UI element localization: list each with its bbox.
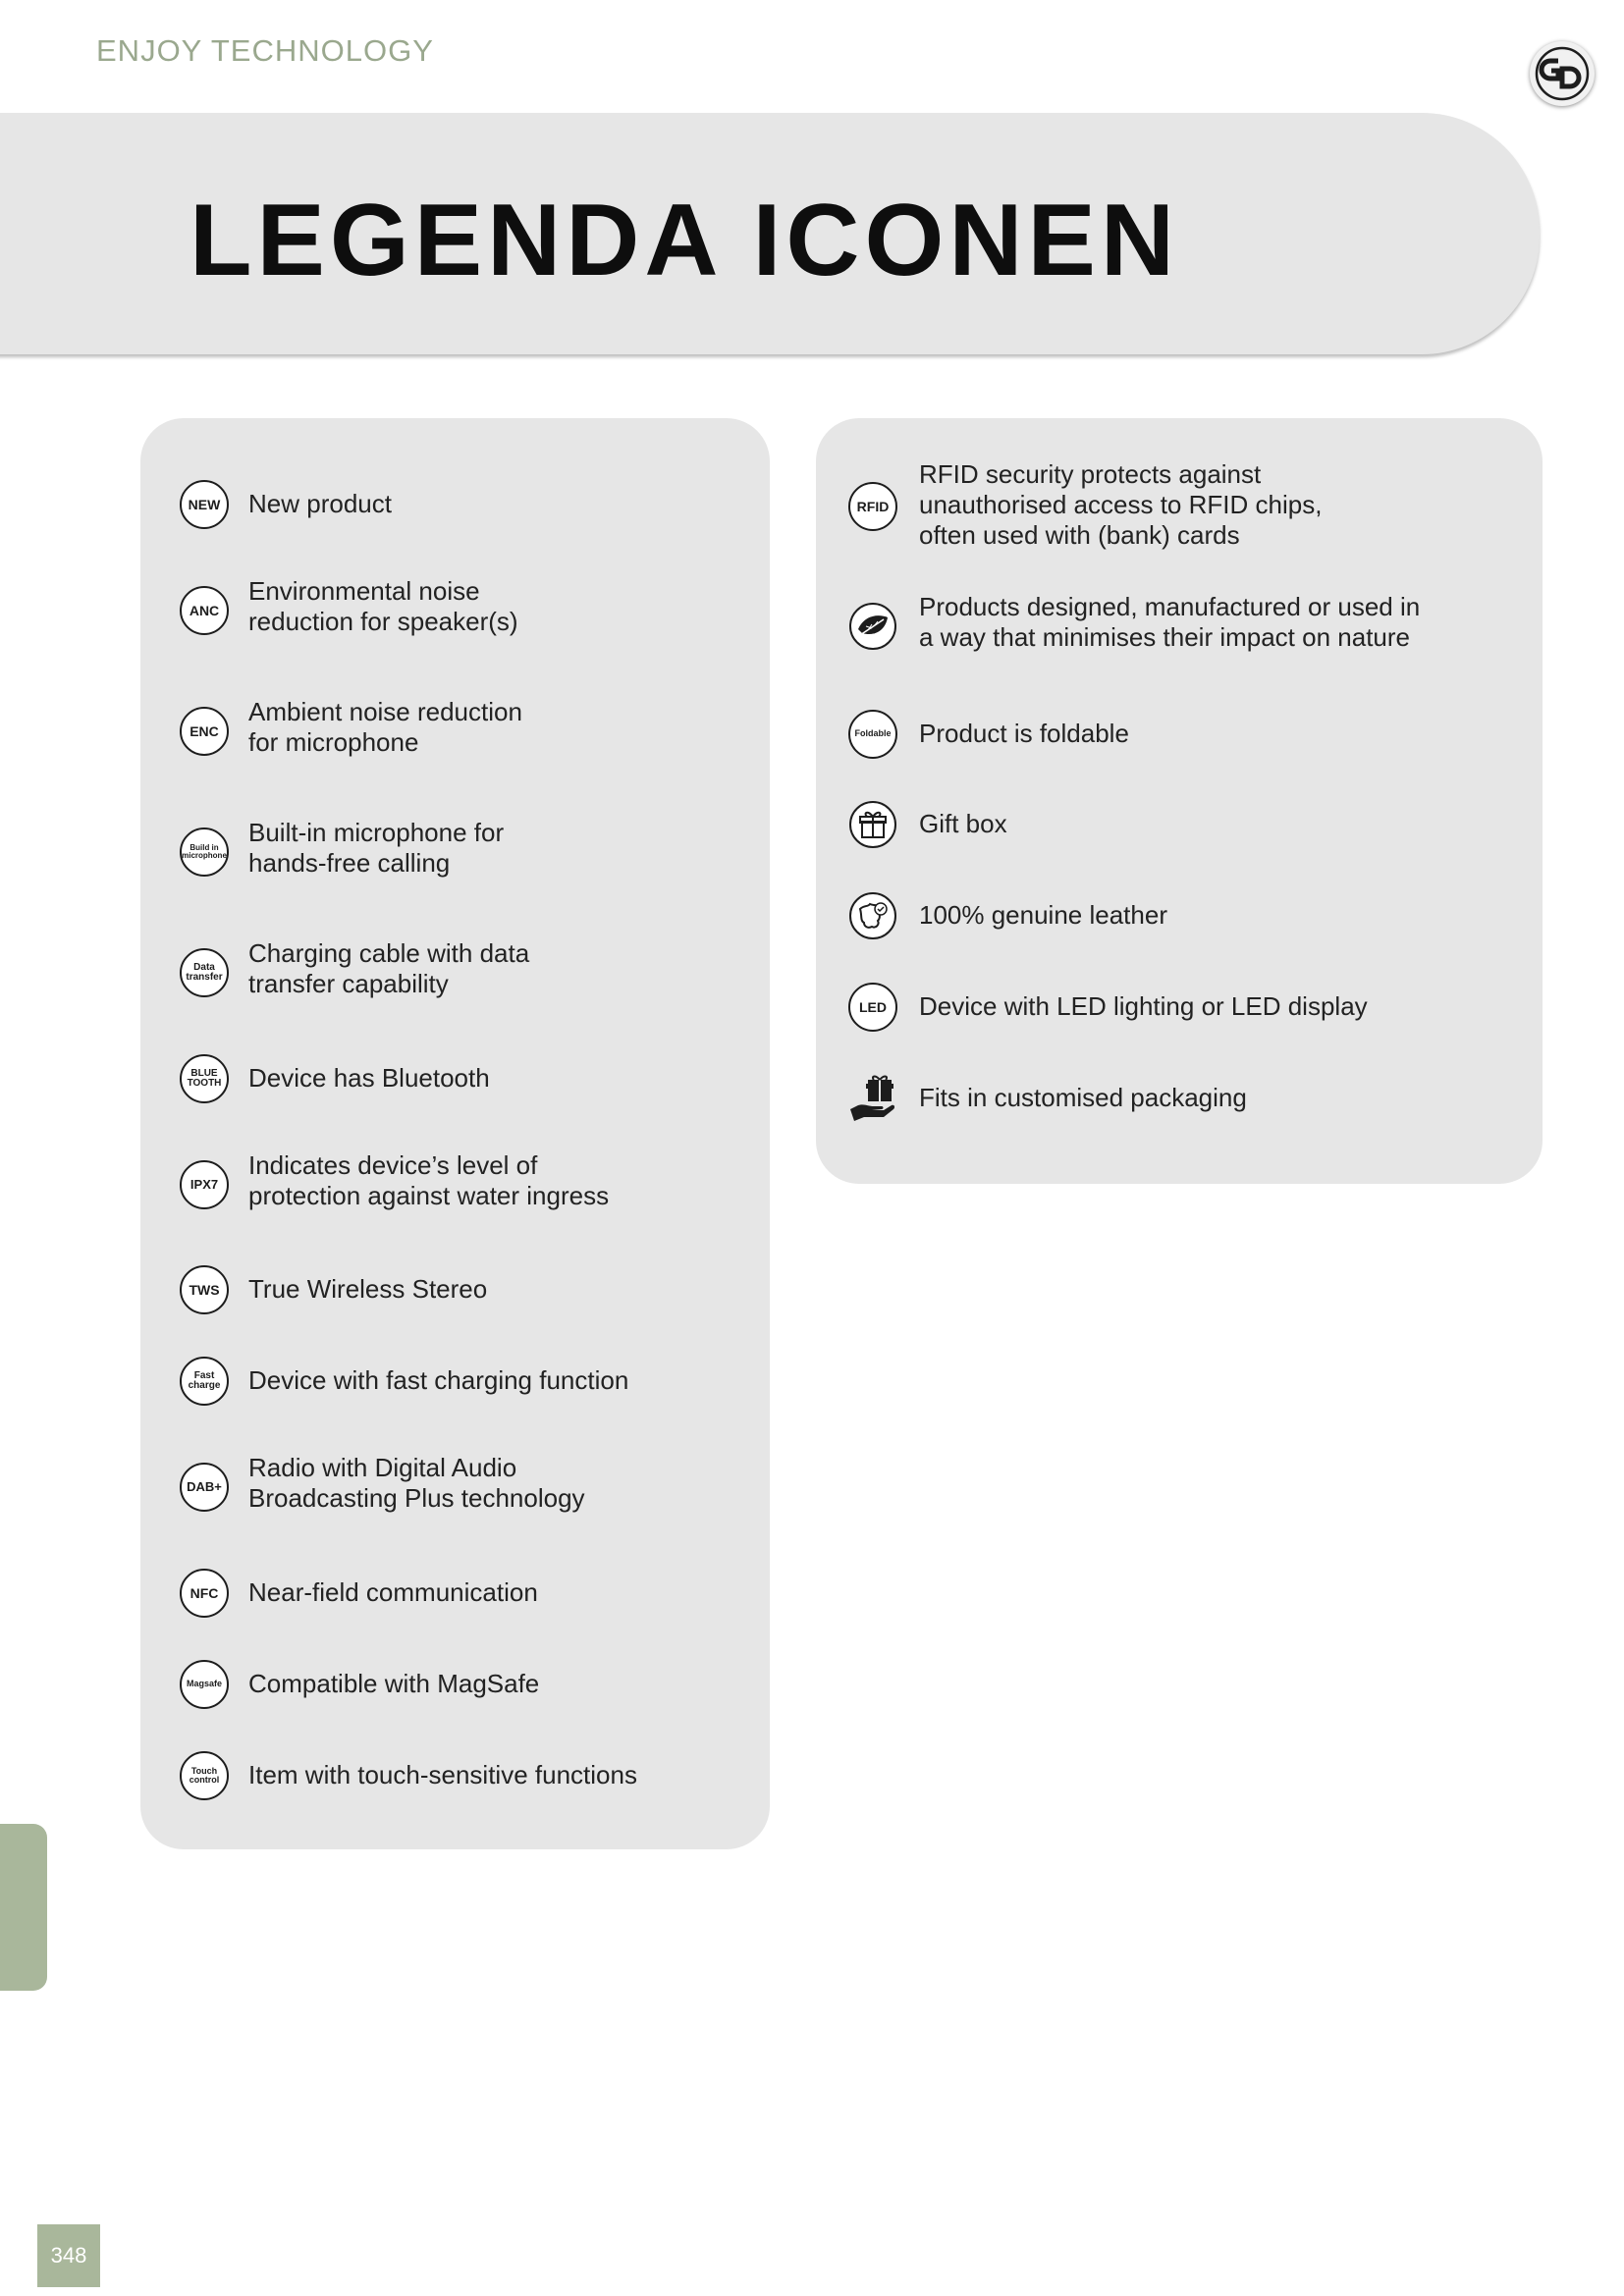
enc-badge-icon: ENC (180, 707, 229, 756)
legend-label: Item with touch-sensitive functions (248, 1760, 637, 1789)
legend-panel-right (816, 418, 1543, 1184)
legend-label: Device with fast charging function (248, 1365, 629, 1395)
ipx7-badge-icon: IPX7 (180, 1160, 229, 1209)
tws-badge-icon: TWS (180, 1265, 229, 1314)
new-badge-icon: NEW (180, 480, 229, 529)
legend-label: Gift box (919, 809, 1007, 838)
nfc-badge-icon: NFC (180, 1569, 229, 1618)
legend-label: Fits in customised packaging (919, 1083, 1247, 1112)
leather-icon (848, 891, 897, 940)
page-number: 348 (37, 2224, 100, 2287)
legend-label: RFID security protects against unauthorised access to RFID chips, often used with (bank) cards (919, 459, 1323, 550)
fast-charge-badge-icon: Fast charge (180, 1357, 229, 1406)
legend-label: Radio with Digital Audio Broadcasting Plus technology (248, 1453, 585, 1513)
legend-label: Compatible with MagSafe (248, 1669, 540, 1698)
data-transfer-badge-icon: Data transfer (180, 948, 229, 997)
legend-label: Device with LED lighting or LED display (919, 991, 1368, 1021)
legend-label: Charging cable with data transfer capability (248, 938, 530, 998)
magsafe-badge-icon: Magsafe (180, 1660, 229, 1709)
legend-label: Indicates device’s level of protection against water ingress (248, 1150, 610, 1210)
rfid-badge-icon: RFID (848, 482, 897, 531)
anc-badge-icon: ANC (180, 586, 229, 635)
legend-label: Product is foldable (919, 719, 1129, 748)
legend-label: Products designed, manufactured or used in a way that minimises their impact on nature (919, 592, 1421, 652)
legend-label: Built-in microphone for hands-free calling (248, 818, 505, 878)
legend-label: Ambient noise reduction for microphone (248, 697, 522, 757)
leaf-icon (848, 602, 897, 651)
foldable-badge-icon: Foldable (848, 710, 897, 759)
gd-logo-icon (1530, 41, 1595, 106)
side-tab (0, 1824, 47, 1991)
microphone-badge-icon: Build in microphone (180, 828, 229, 877)
title-banner (0, 113, 1540, 354)
legend-label: 100% genuine leather (919, 900, 1167, 930)
gift-in-hand-icon (848, 1074, 897, 1123)
dab-badge-icon: DAB+ (180, 1463, 229, 1512)
legend-label: Near-field communication (248, 1577, 538, 1607)
page-title: LEGENDA ICONEN (189, 184, 1179, 297)
legend-label: Device has Bluetooth (248, 1063, 490, 1093)
legend-label: Environmental noise reduction for speaker(s) (248, 576, 518, 636)
legend-panel-left (140, 418, 770, 1849)
gift-box-icon (848, 800, 897, 849)
bluetooth-badge-icon: BLUE TOOTH (180, 1054, 229, 1103)
legend-label: True Wireless Stereo (248, 1274, 488, 1304)
led-badge-icon: LED (848, 983, 897, 1032)
legend-label: New product (248, 489, 392, 518)
touch-control-badge-icon: Touch control (180, 1751, 229, 1800)
section-title: ENJOY TECHNOLOGY (96, 33, 434, 68)
